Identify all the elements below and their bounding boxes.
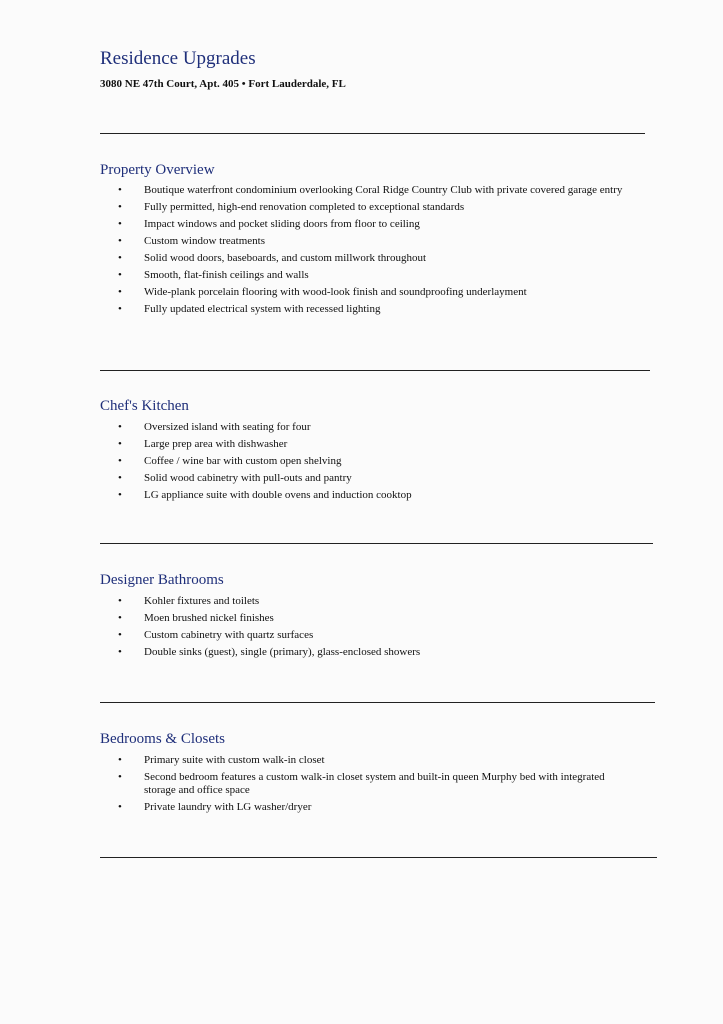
chefs-kitchen-list (118, 421, 648, 506)
property-overview-list (118, 184, 648, 320)
list-item: • Smooth, flat-finish ceilings and walls (118, 269, 309, 281)
section-heading-designer-bathrooms: Designer Bathrooms (100, 572, 224, 588)
bullet-icon: • (118, 421, 122, 433)
divider (100, 702, 655, 703)
list-item: • Solid wood doors, baseboards, and custom millwork throughout (118, 252, 427, 264)
property-address: 3080 NE 47th Court, Apt. 405 • Fort Lauderdale, FL (100, 78, 346, 90)
bedrooms-closets-list (118, 754, 618, 818)
list-item: • LG appliance suite with double ovens and induction cooktop (118, 489, 412, 501)
list-item: • Fully permitted, high-end renovation completed to exceptional standards (118, 201, 465, 213)
bullet-icon: • (118, 269, 122, 281)
list-item: • Second bedroom features a custom walk-in closet system and built-in queen Murphy bed with integrated storage and office space (118, 771, 605, 796)
list-item: • Solid wood cabinetry with pull-outs and pantry (118, 472, 352, 484)
bullet-icon: • (118, 801, 122, 813)
list-item: • Kohler fixtures and toilets (118, 595, 260, 607)
bullet-icon: • (118, 754, 122, 766)
list-item: • Wide-plank porcelain flooring with wood-look finish and soundproofing underlayment (118, 286, 527, 298)
list-item: • Coffee / wine bar with custom open shelving (118, 455, 342, 467)
section-heading-chefs-kitchen: Chef's Kitchen (100, 398, 189, 414)
bullet-icon: • (118, 489, 122, 501)
list-item: • Double sinks (guest), single (primary), glass-enclosed showers (118, 646, 421, 658)
bullet-icon: • (118, 771, 122, 783)
divider (100, 543, 653, 544)
list-item: • Moen brushed nickel finishes (118, 612, 274, 624)
bullet-icon: • (118, 646, 122, 658)
list-item: • Custom cabinetry with quartz surfaces (118, 629, 314, 641)
designer-bathrooms-list (118, 595, 648, 663)
list-item: • Oversized island with seating for four (118, 421, 311, 433)
list-item: • Impact windows and pocket sliding doors from floor to ceiling (118, 218, 420, 230)
bullet-icon: • (118, 218, 122, 230)
bullet-icon: • (118, 303, 122, 315)
section-heading-bedrooms-closets: Bedrooms & Closets (100, 731, 226, 747)
divider (100, 370, 650, 371)
list-item: • Custom window treatments (118, 235, 265, 247)
list-item: • Large prep area with dishwasher (118, 438, 288, 450)
bullet-icon: • (118, 235, 122, 247)
bullet-icon: • (118, 595, 122, 607)
list-item: • Primary suite with custom walk-in closet (118, 754, 325, 766)
divider (100, 857, 657, 858)
bullet-icon: • (118, 612, 122, 624)
bullet-icon: • (118, 629, 122, 641)
bullet-icon: • (118, 201, 122, 213)
list-item: • Fully updated electrical system with recessed lighting (118, 303, 381, 315)
bullet-icon: • (118, 455, 122, 467)
bullet-icon: • (118, 252, 122, 264)
document-title: Residence Upgrades (100, 48, 256, 69)
bullet-icon: • (118, 472, 122, 484)
list-item: • Private laundry with LG washer/dryer (118, 801, 312, 813)
bullet-icon: • (118, 438, 122, 450)
list-item: • Boutique waterfront condominium overlooking Coral Ridge Country Club with private covered garage entry (118, 184, 623, 196)
bullet-icon: • (118, 286, 122, 298)
section-heading-property-overview: Property Overview (100, 162, 215, 178)
bullet-icon: • (118, 184, 122, 196)
divider (100, 133, 645, 134)
